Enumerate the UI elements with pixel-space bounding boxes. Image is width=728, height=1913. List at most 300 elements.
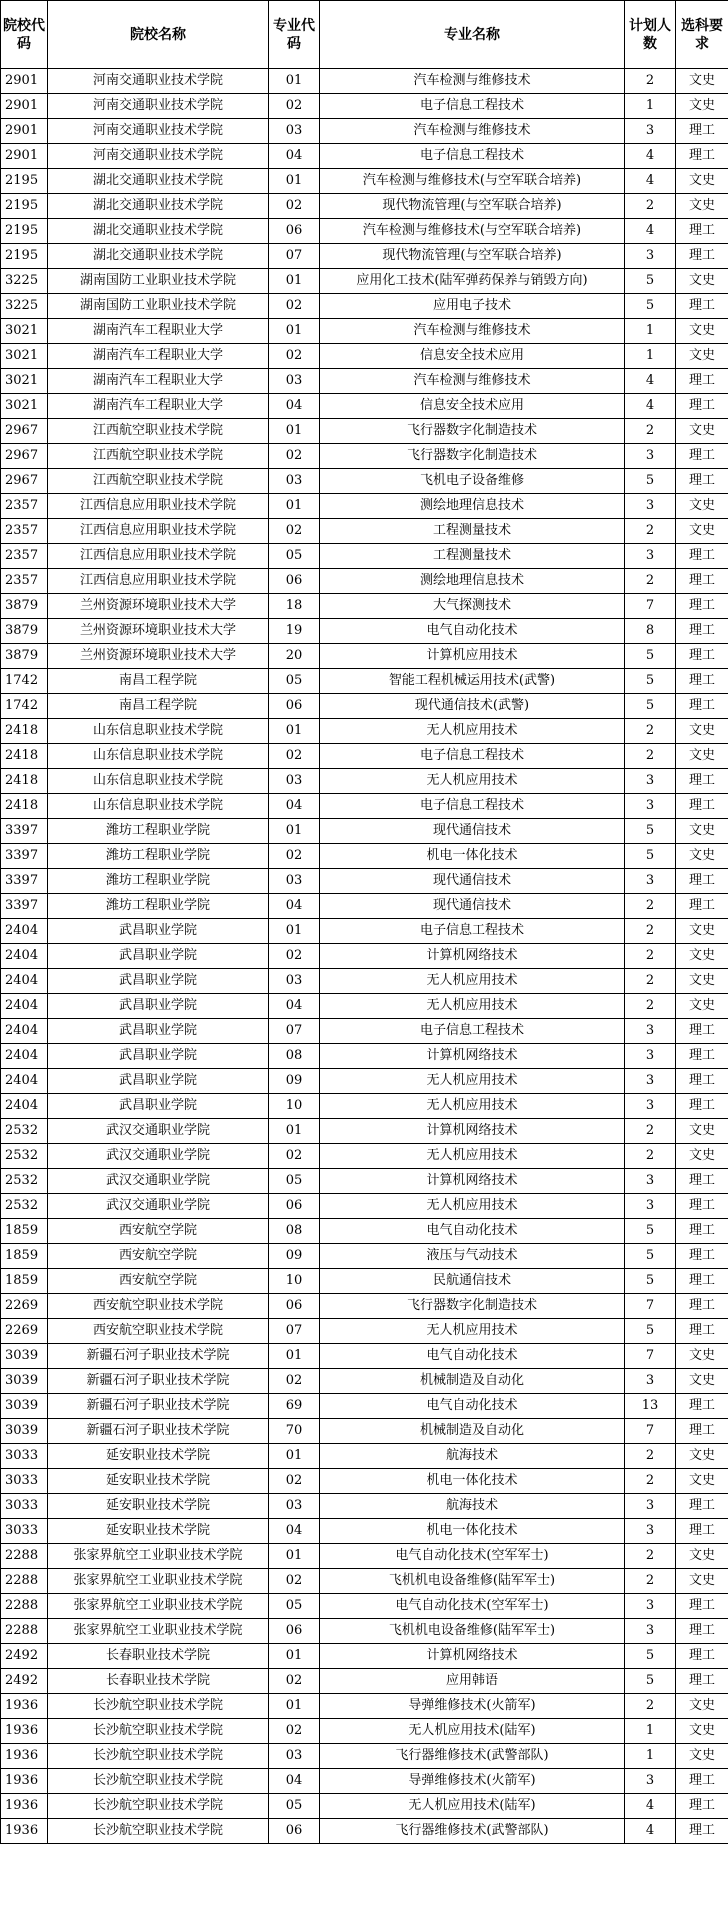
plan-count-cell: 5 xyxy=(625,1244,676,1269)
plan-count-cell: 5 xyxy=(625,694,676,719)
school-name-cell: 江西信息应用职业技术学院 xyxy=(48,569,269,594)
table-body xyxy=(1,69,728,1844)
plan-count-cell: 2 xyxy=(625,569,676,594)
major-name-cell: 机电一体化技术 xyxy=(320,1519,625,1544)
subject-requirement-cell: 文史 xyxy=(676,1119,728,1144)
major-name-cell: 无人机应用技术 xyxy=(320,1194,625,1219)
major-name-cell: 无人机应用技术(陆军) xyxy=(320,1719,625,1744)
school-name-cell: 长沙航空职业技术学院 xyxy=(48,1819,269,1844)
plan-count-cell: 2 xyxy=(625,744,676,769)
table-row xyxy=(1,1569,728,1594)
school-name-cell: 湖南汽车工程职业大学 xyxy=(48,394,269,419)
plan-count-cell: 8 xyxy=(625,619,676,644)
school-code-cell: 2532 xyxy=(1,1169,48,1194)
plan-count-cell: 3 xyxy=(625,1094,676,1119)
major-name-cell: 无人机应用技术 xyxy=(320,769,625,794)
major-name-cell: 电子信息工程技术 xyxy=(320,794,625,819)
table-row xyxy=(1,1094,728,1119)
major-name-cell: 导弹维修技术(火箭军) xyxy=(320,1769,625,1794)
plan-count-cell: 2 xyxy=(625,1469,676,1494)
plan-count-cell: 3 xyxy=(625,1369,676,1394)
major-name-cell: 机电一体化技术 xyxy=(320,1469,625,1494)
major-name-cell: 应用韩语 xyxy=(320,1669,625,1694)
subject-requirement-cell: 文史 xyxy=(676,1744,728,1769)
major-name-cell: 无人机应用技术 xyxy=(320,969,625,994)
school-code-cell: 3879 xyxy=(1,594,48,619)
school-code-cell: 1936 xyxy=(1,1744,48,1769)
school-code-cell: 2404 xyxy=(1,944,48,969)
table-row xyxy=(1,1344,728,1369)
table-row xyxy=(1,119,728,144)
major-code-cell: 06 xyxy=(269,569,320,594)
school-name-cell: 湖北交通职业技术学院 xyxy=(48,169,269,194)
subject-requirement-cell: 理工 xyxy=(676,1519,728,1544)
plan-count-cell: 2 xyxy=(625,1569,676,1594)
school-name-cell: 武汉交通职业学院 xyxy=(48,1144,269,1169)
plan-count-cell: 5 xyxy=(625,1644,676,1669)
school-code-cell: 1742 xyxy=(1,669,48,694)
school-code-cell: 2357 xyxy=(1,519,48,544)
school-code-cell: 2404 xyxy=(1,969,48,994)
subject-requirement-cell: 理工 xyxy=(676,669,728,694)
table-row xyxy=(1,769,728,794)
major-code-cell: 04 xyxy=(269,894,320,919)
major-code-cell: 02 xyxy=(269,944,320,969)
school-name-cell: 武昌职业学院 xyxy=(48,1019,269,1044)
major-name-cell: 现代通信技术(武警) xyxy=(320,694,625,719)
plan-count-cell: 3 xyxy=(625,1169,676,1194)
plan-count-cell: 2 xyxy=(625,1144,676,1169)
subject-requirement-cell: 文史 xyxy=(676,1444,728,1469)
school-code-cell: 2967 xyxy=(1,419,48,444)
major-code-cell: 06 xyxy=(269,694,320,719)
plan-count-cell: 2 xyxy=(625,69,676,94)
plan-count-cell: 3 xyxy=(625,119,676,144)
school-name-cell: 武昌职业学院 xyxy=(48,1094,269,1119)
school-name-cell: 长沙航空职业技术学院 xyxy=(48,1769,269,1794)
table-header xyxy=(1,1,728,69)
table-row xyxy=(1,1044,728,1069)
subject-requirement-cell: 理工 xyxy=(676,294,728,319)
plan-count-cell: 4 xyxy=(625,1819,676,1844)
major-code-cell: 01 xyxy=(269,1119,320,1144)
major-code-cell: 20 xyxy=(269,644,320,669)
table-row xyxy=(1,544,728,569)
major-code-cell: 03 xyxy=(269,769,320,794)
major-code-cell: 02 xyxy=(269,1719,320,1744)
school-name-cell: 潍坊工程职业学院 xyxy=(48,844,269,869)
school-name-cell: 武昌职业学院 xyxy=(48,1044,269,1069)
table-row xyxy=(1,1819,728,1844)
plan-count-cell: 3 xyxy=(625,794,676,819)
major-name-cell: 电子信息工程技术 xyxy=(320,919,625,944)
school-code-cell: 1859 xyxy=(1,1269,48,1294)
subject-requirement-cell: 理工 xyxy=(676,1269,728,1294)
table-row xyxy=(1,569,728,594)
subject-requirement-cell: 文史 xyxy=(676,944,728,969)
major-code-cell: 69 xyxy=(269,1394,320,1419)
major-name-cell: 智能工程机械运用技术(武警) xyxy=(320,669,625,694)
table-row xyxy=(1,444,728,469)
major-name-cell: 液压与气动技术 xyxy=(320,1244,625,1269)
plan-count-cell: 2 xyxy=(625,994,676,1019)
major-code-cell: 07 xyxy=(269,1019,320,1044)
plan-count-cell: 2 xyxy=(625,1544,676,1569)
table-row xyxy=(1,194,728,219)
major-name-cell: 无人机应用技术 xyxy=(320,1094,625,1119)
school-code-cell: 2901 xyxy=(1,144,48,169)
major-code-cell: 02 xyxy=(269,1144,320,1169)
major-name-cell: 电子信息工程技术 xyxy=(320,1019,625,1044)
table-row xyxy=(1,1244,728,1269)
plan-count-cell: 7 xyxy=(625,594,676,619)
school-code-cell: 3033 xyxy=(1,1494,48,1519)
major-code-cell: 03 xyxy=(269,1494,320,1519)
subject-requirement-cell: 理工 xyxy=(676,119,728,144)
major-code-cell: 04 xyxy=(269,794,320,819)
school-name-cell: 长春职业技术学院 xyxy=(48,1669,269,1694)
table-row xyxy=(1,1069,728,1094)
table-row xyxy=(1,1194,728,1219)
table-row xyxy=(1,69,728,94)
major-code-cell: 04 xyxy=(269,1519,320,1544)
plan-count-cell: 3 xyxy=(625,494,676,519)
major-code-cell: 01 xyxy=(269,1444,320,1469)
table-row xyxy=(1,694,728,719)
school-name-cell: 西安航空学院 xyxy=(48,1219,269,1244)
school-code-cell: 2418 xyxy=(1,719,48,744)
major-name-cell: 飞机机电设备维修(陆军军士) xyxy=(320,1619,625,1644)
school-name-cell: 新疆石河子职业技术学院 xyxy=(48,1419,269,1444)
school-code-cell: 2492 xyxy=(1,1644,48,1669)
subject-requirement-cell: 文史 xyxy=(676,1694,728,1719)
subject-requirement-cell: 文史 xyxy=(676,194,728,219)
major-name-cell: 机械制造及自动化 xyxy=(320,1419,625,1444)
major-name-cell: 电气自动化技术 xyxy=(320,1344,625,1369)
plan-count-cell: 1 xyxy=(625,319,676,344)
table-row xyxy=(1,1469,728,1494)
school-code-cell: 2357 xyxy=(1,494,48,519)
subject-requirement-cell: 理工 xyxy=(676,694,728,719)
subject-requirement-cell: 文史 xyxy=(676,1544,728,1569)
school-name-cell: 新疆石河子职业技术学院 xyxy=(48,1369,269,1394)
school-code-cell: 2532 xyxy=(1,1119,48,1144)
major-code-cell: 19 xyxy=(269,619,320,644)
table-row xyxy=(1,1444,728,1469)
table-row xyxy=(1,219,728,244)
subject-requirement-cell: 文史 xyxy=(676,969,728,994)
school-code-cell: 3397 xyxy=(1,894,48,919)
table-row xyxy=(1,1394,728,1419)
school-code-cell: 2404 xyxy=(1,919,48,944)
major-name-cell: 电气自动化技术 xyxy=(320,619,625,644)
school-name-cell: 湖南汽车工程职业大学 xyxy=(48,319,269,344)
school-code-cell: 3225 xyxy=(1,269,48,294)
table-row xyxy=(1,1269,728,1294)
school-code-cell: 1936 xyxy=(1,1769,48,1794)
school-name-cell: 张家界航空工业职业技术学院 xyxy=(48,1619,269,1644)
major-name-cell: 电气自动化技术(空军军士) xyxy=(320,1594,625,1619)
major-name-cell: 计算机网络技术 xyxy=(320,1119,625,1144)
header-major-code: 专业代码 xyxy=(269,1,320,69)
major-name-cell: 飞机机电设备维修(陆军军士) xyxy=(320,1569,625,1594)
major-code-cell: 18 xyxy=(269,594,320,619)
plan-count-cell: 3 xyxy=(625,1069,676,1094)
major-code-cell: 10 xyxy=(269,1094,320,1119)
major-name-cell: 计算机网络技术 xyxy=(320,1644,625,1669)
major-code-cell: 70 xyxy=(269,1419,320,1444)
subject-requirement-cell: 文史 xyxy=(676,494,728,519)
subject-requirement-cell: 文史 xyxy=(676,419,728,444)
header-school-code: 院校代码 xyxy=(1,1,48,69)
major-name-cell: 汽车检测与维修技术 xyxy=(320,69,625,94)
table-row xyxy=(1,994,728,1019)
plan-count-cell: 4 xyxy=(625,394,676,419)
subject-requirement-cell: 理工 xyxy=(676,869,728,894)
plan-count-cell: 2 xyxy=(625,1444,676,1469)
major-code-cell: 03 xyxy=(269,119,320,144)
major-code-cell: 01 xyxy=(269,719,320,744)
major-name-cell: 飞行器维修技术(武警部队) xyxy=(320,1744,625,1769)
major-code-cell: 03 xyxy=(269,969,320,994)
school-name-cell: 延安职业技术学院 xyxy=(48,1519,269,1544)
major-code-cell: 10 xyxy=(269,1269,320,1294)
school-code-cell: 2492 xyxy=(1,1669,48,1694)
table-row xyxy=(1,669,728,694)
table-row xyxy=(1,969,728,994)
table-row xyxy=(1,1769,728,1794)
subject-requirement-cell: 理工 xyxy=(676,244,728,269)
table-row xyxy=(1,394,728,419)
major-code-cell: 02 xyxy=(269,444,320,469)
school-name-cell: 武汉交通职业学院 xyxy=(48,1169,269,1194)
school-code-cell: 2288 xyxy=(1,1594,48,1619)
plan-count-cell: 7 xyxy=(625,1294,676,1319)
plan-count-cell: 7 xyxy=(625,1344,676,1369)
table-row xyxy=(1,1419,728,1444)
plan-count-cell: 3 xyxy=(625,1044,676,1069)
school-code-cell: 3039 xyxy=(1,1419,48,1444)
school-name-cell: 江西信息应用职业技术学院 xyxy=(48,544,269,569)
plan-count-cell: 13 xyxy=(625,1394,676,1419)
major-code-cell: 06 xyxy=(269,1819,320,1844)
major-name-cell: 工程测量技术 xyxy=(320,519,625,544)
table-row xyxy=(1,519,728,544)
major-code-cell: 01 xyxy=(269,169,320,194)
plan-count-cell: 5 xyxy=(625,294,676,319)
header-row xyxy=(1,1,728,69)
header-school-name: 院校名称 xyxy=(48,1,269,69)
major-name-cell: 飞行器维修技术(武警部队) xyxy=(320,1819,625,1844)
table-row xyxy=(1,619,728,644)
school-name-cell: 西安航空职业技术学院 xyxy=(48,1319,269,1344)
school-code-cell: 1742 xyxy=(1,694,48,719)
school-code-cell: 1859 xyxy=(1,1219,48,1244)
school-code-cell: 1859 xyxy=(1,1244,48,1269)
school-code-cell: 2195 xyxy=(1,169,48,194)
subject-requirement-cell: 理工 xyxy=(676,1669,728,1694)
school-code-cell: 3021 xyxy=(1,344,48,369)
school-name-cell: 武昌职业学院 xyxy=(48,994,269,1019)
plan-count-cell: 3 xyxy=(625,869,676,894)
school-code-cell: 2418 xyxy=(1,794,48,819)
subject-requirement-cell: 文史 xyxy=(676,1344,728,1369)
school-code-cell: 2288 xyxy=(1,1544,48,1569)
subject-requirement-cell: 文史 xyxy=(676,919,728,944)
major-name-cell: 计算机应用技术 xyxy=(320,644,625,669)
major-name-cell: 电子信息工程技术 xyxy=(320,94,625,119)
school-name-cell: 张家界航空工业职业技术学院 xyxy=(48,1569,269,1594)
subject-requirement-cell: 理工 xyxy=(676,1019,728,1044)
table-row xyxy=(1,94,728,119)
school-code-cell: 2357 xyxy=(1,544,48,569)
subject-requirement-cell: 文史 xyxy=(676,819,728,844)
table-row xyxy=(1,1319,728,1344)
school-name-cell: 南昌工程学院 xyxy=(48,669,269,694)
table-row xyxy=(1,1594,728,1619)
major-name-cell: 大气探测技术 xyxy=(320,594,625,619)
school-name-cell: 湖南国防工业职业技术学院 xyxy=(48,269,269,294)
plan-count-cell: 3 xyxy=(625,1769,676,1794)
table-row xyxy=(1,894,728,919)
header-subject-requirement: 选科要求 xyxy=(676,1,728,69)
school-code-cell: 3033 xyxy=(1,1469,48,1494)
school-code-cell: 2195 xyxy=(1,244,48,269)
plan-count-cell: 5 xyxy=(625,819,676,844)
plan-count-cell: 5 xyxy=(625,669,676,694)
table-row xyxy=(1,644,728,669)
major-name-cell: 无人机应用技术 xyxy=(320,719,625,744)
school-code-cell: 2404 xyxy=(1,1069,48,1094)
plan-count-cell: 2 xyxy=(625,719,676,744)
major-name-cell: 计算机网络技术 xyxy=(320,944,625,969)
plan-count-cell: 7 xyxy=(625,1419,676,1444)
table-row xyxy=(1,244,728,269)
school-code-cell: 3039 xyxy=(1,1369,48,1394)
school-name-cell: 长沙航空职业技术学院 xyxy=(48,1794,269,1819)
school-name-cell: 延安职业技术学院 xyxy=(48,1494,269,1519)
major-name-cell: 信息安全技术应用 xyxy=(320,394,625,419)
major-name-cell: 现代物流管理(与空军联合培养) xyxy=(320,244,625,269)
plan-count-cell: 3 xyxy=(625,1594,676,1619)
subject-requirement-cell: 文史 xyxy=(676,94,728,119)
school-code-cell: 2967 xyxy=(1,444,48,469)
subject-requirement-cell: 文史 xyxy=(676,344,728,369)
major-name-cell: 无人机应用技术 xyxy=(320,1069,625,1094)
plan-count-cell: 3 xyxy=(625,1519,676,1544)
major-code-cell: 05 xyxy=(269,1794,320,1819)
table-row xyxy=(1,794,728,819)
plan-count-cell: 5 xyxy=(625,844,676,869)
school-code-cell: 1936 xyxy=(1,1819,48,1844)
school-name-cell: 延安职业技术学院 xyxy=(48,1444,269,1469)
major-code-cell: 01 xyxy=(269,1644,320,1669)
table-row xyxy=(1,1169,728,1194)
major-code-cell: 04 xyxy=(269,994,320,1019)
table-row xyxy=(1,944,728,969)
major-name-cell: 无人机应用技术(陆军) xyxy=(320,1794,625,1819)
school-name-cell: 潍坊工程职业学院 xyxy=(48,869,269,894)
major-code-cell: 02 xyxy=(269,1469,320,1494)
school-code-cell: 2418 xyxy=(1,744,48,769)
plan-count-cell: 2 xyxy=(625,194,676,219)
major-code-cell: 03 xyxy=(269,869,320,894)
subject-requirement-cell: 理工 xyxy=(676,1319,728,1344)
major-code-cell: 01 xyxy=(269,1544,320,1569)
subject-requirement-cell: 理工 xyxy=(676,1819,728,1844)
major-code-cell: 06 xyxy=(269,1619,320,1644)
school-name-cell: 湖南汽车工程职业大学 xyxy=(48,344,269,369)
table-row xyxy=(1,594,728,619)
school-name-cell: 张家界航空工业职业技术学院 xyxy=(48,1544,269,1569)
major-code-cell: 02 xyxy=(269,294,320,319)
subject-requirement-cell: 理工 xyxy=(676,444,728,469)
school-code-cell: 3225 xyxy=(1,294,48,319)
table-row xyxy=(1,144,728,169)
plan-count-cell: 2 xyxy=(625,419,676,444)
plan-count-cell: 5 xyxy=(625,1269,676,1294)
school-name-cell: 湖南汽车工程职业大学 xyxy=(48,369,269,394)
school-code-cell: 3397 xyxy=(1,819,48,844)
table-row xyxy=(1,919,728,944)
school-name-cell: 兰州资源环境职业技术大学 xyxy=(48,644,269,669)
major-code-cell: 03 xyxy=(269,469,320,494)
major-name-cell: 现代通信技术 xyxy=(320,869,625,894)
major-name-cell: 机电一体化技术 xyxy=(320,844,625,869)
subject-requirement-cell: 理工 xyxy=(676,144,728,169)
major-code-cell: 02 xyxy=(269,1569,320,1594)
school-code-cell: 2195 xyxy=(1,194,48,219)
major-code-cell: 02 xyxy=(269,844,320,869)
school-code-cell: 2404 xyxy=(1,1019,48,1044)
table-row xyxy=(1,169,728,194)
school-name-cell: 兰州资源环境职业技术大学 xyxy=(48,594,269,619)
major-name-cell: 汽车检测与维修技术(与空军联合培养) xyxy=(320,219,625,244)
major-code-cell: 09 xyxy=(269,1069,320,1094)
major-name-cell: 航海技术 xyxy=(320,1494,625,1519)
school-code-cell: 2357 xyxy=(1,569,48,594)
table-row xyxy=(1,1144,728,1169)
subject-requirement-cell: 文史 xyxy=(676,1369,728,1394)
school-code-cell: 2901 xyxy=(1,69,48,94)
school-code-cell: 2532 xyxy=(1,1144,48,1169)
major-code-cell: 02 xyxy=(269,1669,320,1694)
major-code-cell: 04 xyxy=(269,144,320,169)
major-name-cell: 航海技术 xyxy=(320,1444,625,1469)
school-name-cell: 江西航空职业技术学院 xyxy=(48,469,269,494)
subject-requirement-cell: 理工 xyxy=(676,1594,728,1619)
school-code-cell: 3039 xyxy=(1,1344,48,1369)
major-name-cell: 工程测量技术 xyxy=(320,544,625,569)
major-code-cell: 02 xyxy=(269,519,320,544)
school-code-cell: 2269 xyxy=(1,1294,48,1319)
table-row xyxy=(1,1369,728,1394)
plan-count-cell: 3 xyxy=(625,1494,676,1519)
major-code-cell: 07 xyxy=(269,244,320,269)
major-name-cell: 无人机应用技术 xyxy=(320,1319,625,1344)
school-code-cell: 2404 xyxy=(1,1094,48,1119)
subject-requirement-cell: 理工 xyxy=(676,1294,728,1319)
major-code-cell: 09 xyxy=(269,1244,320,1269)
major-code-cell: 08 xyxy=(269,1219,320,1244)
table-row xyxy=(1,494,728,519)
major-name-cell: 计算机网络技术 xyxy=(320,1044,625,1069)
major-name-cell: 民航通信技术 xyxy=(320,1269,625,1294)
subject-requirement-cell: 文史 xyxy=(676,1719,728,1744)
school-code-cell: 2288 xyxy=(1,1619,48,1644)
subject-requirement-cell: 文史 xyxy=(676,169,728,194)
school-code-cell: 3021 xyxy=(1,394,48,419)
